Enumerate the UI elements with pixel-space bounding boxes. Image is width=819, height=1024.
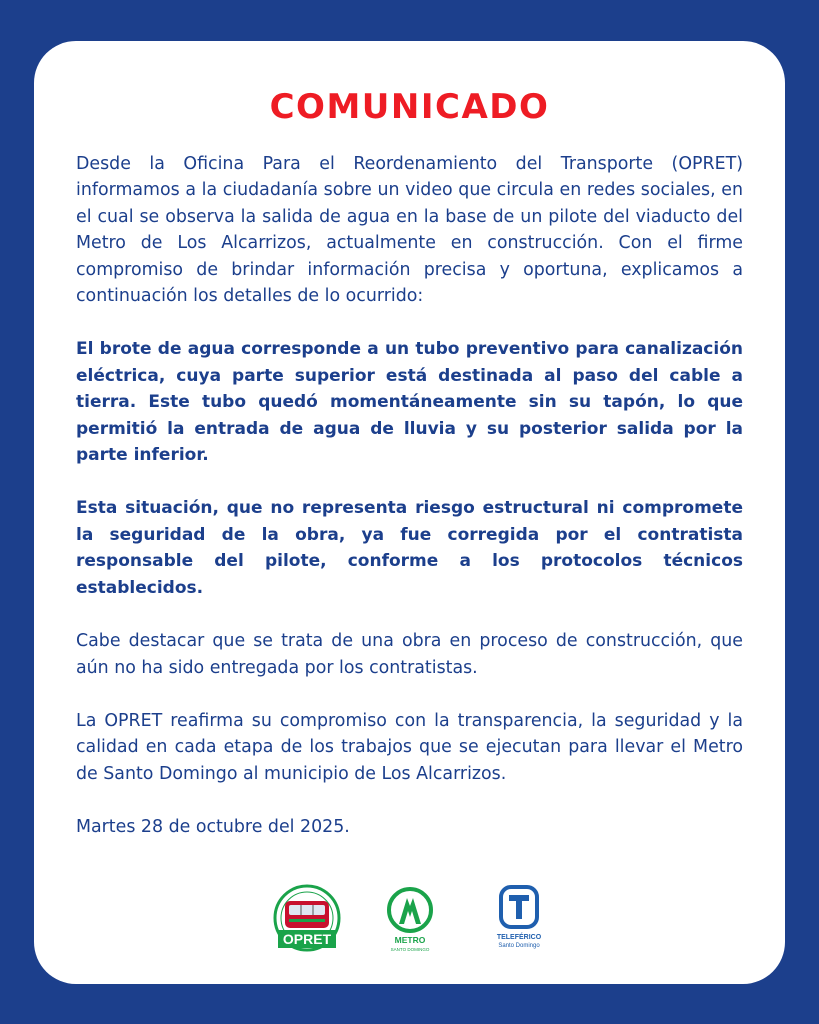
paragraph-explanation: El brote de agua corresponde a un tubo preventivo para canalización eléctrica, cuya parte superior está destinada al paso del cable a tierra. Este tubo quedó momentáneamente sin su tapón, lo que permitió la entrada de agua de lluvia y su posterior salida por la parte inferior. — [76, 339, 743, 466]
teleferico-logo-subtext: Santo Domingo — [498, 943, 540, 949]
train-window-icon — [289, 905, 325, 915]
metro-logo-text: METRO — [394, 935, 426, 945]
page-title: COMUNICADO — [269, 87, 550, 127]
paragraph-commitment: La OPRET reafirma su compromiso con la transparencia, la seguridad y la calidad en cada etapa de los trabajos que se ejecutan para llevar el Metro de Santo Domingo al municipio de Los Alcarrizos. — [76, 710, 743, 784]
teleferico-t-stem-icon — [516, 901, 522, 919]
opret-logo — [268, 884, 346, 954]
date-line: Martes 28 de octubre del 2025. — [76, 817, 350, 838]
communique-card — [34, 41, 785, 984]
teleferico-logo — [489, 884, 549, 954]
paragraph-correction: Esta situación, que no representa riesgo estructural ni compromete la seguridad de la obra, ya fue corregida por el contratista responsable del pilote, conforme a los protocolos técnicos establecidos. — [76, 498, 743, 598]
teleferico-logo-text: TELEFÉRICO — [496, 934, 542, 941]
teleferico-t-bar-icon — [509, 895, 529, 901]
logo-strip — [34, 884, 785, 959]
metro-logo — [386, 884, 434, 956]
communique-body — [76, 151, 743, 868]
paragraph-note: Cabe destacar que se trata de una obra en proceso de construcción, que aún no ha sido entregada por los contratistas. — [76, 631, 743, 678]
paragraph-intro: Desde la Oficina Para el Reordenamiento del Transporte (OPRET) informamos a la ciudadanía sobre un video que circula en redes sociales, en el cual se observa la salida de agua en la base de un pilote del viaducto del Metro de Los Alcarrizos, actualmente en construcción. Con el firme compromiso de brindar información precisa y oportuna, explicamos a continuación los detalles de lo ocurrido: — [76, 154, 743, 307]
metro-logo-subtext: SANTO DOMINGO — [390, 947, 430, 952]
opret-logo-text: OPRET — [282, 931, 332, 947]
